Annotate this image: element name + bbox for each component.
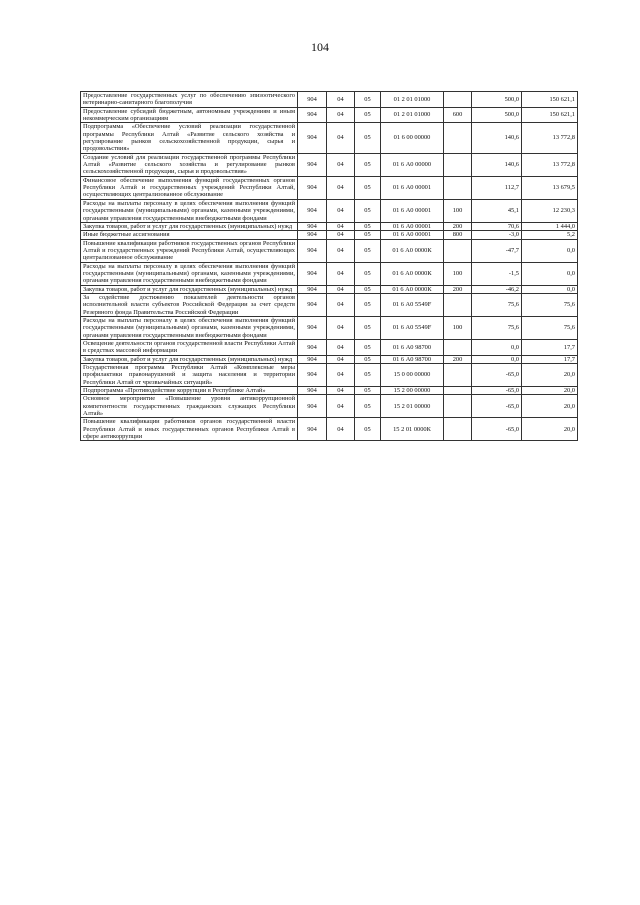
department-code-cell: 904 <box>298 293 327 316</box>
table-row <box>81 92 578 108</box>
row-name-cell: Подпрограмма «Противодействие коррупции в Республике Алтай» <box>81 387 298 395</box>
department-code-cell: 904 <box>298 176 327 199</box>
expense-type-cell: 200 <box>444 355 472 363</box>
total-amount-cell: 20,0 <box>522 387 578 395</box>
total-amount-cell: 17,7 <box>522 355 578 363</box>
subsection-code-cell: 05 <box>355 316 381 339</box>
subsection-code-cell: 05 <box>355 199 381 222</box>
row-name-cell: Основное мероприятие «Повышение уровня антикоррупционной компетентности государственных гражданских служащих Республики Алтай» <box>81 395 298 418</box>
change-amount-cell: -65,0 <box>472 387 522 395</box>
change-amount-cell: 140,6 <box>472 153 522 176</box>
row-name-cell: Повышение квалификации работников органов государственной власти Республики Алтай и иных государственных органов Республики Алтай в сфере антикоррупции <box>81 418 298 441</box>
table-row <box>81 231 578 239</box>
expense-type-cell <box>444 340 472 356</box>
total-amount-cell: 13 772,8 <box>522 153 578 176</box>
table-row <box>81 340 578 356</box>
subsection-code-cell: 05 <box>355 355 381 363</box>
department-code-cell: 904 <box>298 387 327 395</box>
section-code-cell: 04 <box>327 222 355 230</box>
subsection-code-cell: 05 <box>355 387 381 395</box>
target-article-cell: 01 6 А0 5549F <box>381 316 444 339</box>
target-article-cell: 01 6 А0 98700 <box>381 355 444 363</box>
table-row <box>81 262 578 285</box>
expense-type-cell: 200 <box>444 285 472 293</box>
table-row <box>81 199 578 222</box>
section-code-cell: 04 <box>327 239 355 262</box>
target-article-cell: 15 2 01 00000 <box>381 395 444 418</box>
section-code-cell: 04 <box>327 199 355 222</box>
total-amount-cell: 5,2 <box>522 231 578 239</box>
section-code-cell: 04 <box>327 340 355 356</box>
subsection-code-cell: 05 <box>355 262 381 285</box>
section-code-cell: 04 <box>327 107 355 123</box>
target-article-cell: 15 2 00 00000 <box>381 387 444 395</box>
expense-type-cell <box>444 418 472 441</box>
target-article-cell: 01 6 А0 0000К <box>381 285 444 293</box>
section-code-cell: 04 <box>327 395 355 418</box>
target-article-cell: 15 2 01 0000К <box>381 418 444 441</box>
row-name-cell: Повышение квалификации работников государственных органов Республики Алтай и государственных учреждений Республики Алтай, осуществляющих централизованное обслуживание <box>81 239 298 262</box>
total-amount-cell: 20,0 <box>522 395 578 418</box>
table-row <box>81 285 578 293</box>
change-amount-cell: 0,0 <box>472 340 522 356</box>
department-code-cell: 904 <box>298 123 327 153</box>
subsection-code-cell: 05 <box>355 123 381 153</box>
target-article-cell: 01 6 А0 00001 <box>381 231 444 239</box>
change-amount-cell: 140,6 <box>472 123 522 153</box>
row-name-cell: Предоставление государственных услуг по обеспечению эпизоотического ветеринарно-санитарного благополучия <box>81 92 298 108</box>
department-code-cell: 904 <box>298 395 327 418</box>
table-row <box>81 176 578 199</box>
target-article-cell: 01 6 А0 0000К <box>381 262 444 285</box>
change-amount-cell: -47,7 <box>472 239 522 262</box>
department-code-cell: 904 <box>298 239 327 262</box>
subsection-code-cell: 05 <box>355 153 381 176</box>
table-row <box>81 355 578 363</box>
section-code-cell: 04 <box>327 387 355 395</box>
expense-type-cell <box>444 387 472 395</box>
table-row <box>81 395 578 418</box>
subsection-code-cell: 05 <box>355 395 381 418</box>
change-amount-cell: -65,0 <box>472 364 522 387</box>
change-amount-cell: 45,1 <box>472 199 522 222</box>
target-article-cell: 01 6 А0 98700 <box>381 340 444 356</box>
subsection-code-cell: 05 <box>355 176 381 199</box>
expense-type-cell <box>444 92 472 108</box>
target-article-cell: 15 0 00 00000 <box>381 364 444 387</box>
change-amount-cell: 75,6 <box>472 293 522 316</box>
department-code-cell: 904 <box>298 231 327 239</box>
expense-type-cell <box>444 153 472 176</box>
total-amount-cell: 20,0 <box>522 364 578 387</box>
section-code-cell: 04 <box>327 92 355 108</box>
row-name-cell: Финансовое обеспечение выполнения функций государственных органов Республики Алтай и государственных учреждений Республики Алтай, осуществляющих централизованное обслуживание <box>81 176 298 199</box>
subsection-code-cell: 05 <box>355 340 381 356</box>
target-article-cell: 01 6 А0 00001 <box>381 199 444 222</box>
subsection-code-cell: 05 <box>355 231 381 239</box>
expense-type-cell <box>444 239 472 262</box>
change-amount-cell: 500,0 <box>472 92 522 108</box>
total-amount-cell: 13 679,5 <box>522 176 578 199</box>
table-row <box>81 418 578 441</box>
row-name-cell: Расходы на выплаты персоналу в целях обеспечения выполнения функций государственными (муниципальными) органами, казенными учреждениями, органами управления государственными внебюджетными фондами <box>81 262 298 285</box>
total-amount-cell: 75,6 <box>522 316 578 339</box>
department-code-cell: 904 <box>298 285 327 293</box>
expense-type-cell <box>444 293 472 316</box>
change-amount-cell: 70,6 <box>472 222 522 230</box>
total-amount-cell: 0,0 <box>522 239 578 262</box>
table-row <box>81 364 578 387</box>
expense-type-cell <box>444 364 472 387</box>
change-amount-cell: -1,5 <box>472 262 522 285</box>
department-code-cell: 904 <box>298 316 327 339</box>
table-body <box>81 92 578 441</box>
total-amount-cell: 12 230,3 <box>522 199 578 222</box>
section-code-cell: 04 <box>327 364 355 387</box>
expense-type-cell <box>444 395 472 418</box>
subsection-code-cell: 05 <box>355 239 381 262</box>
table-row <box>81 107 578 123</box>
target-article-cell: 01 2 01 01000 <box>381 92 444 108</box>
subsection-code-cell: 05 <box>355 364 381 387</box>
subsection-code-cell: 05 <box>355 107 381 123</box>
target-article-cell: 01 6 А0 0000К <box>381 239 444 262</box>
table-row <box>81 153 578 176</box>
total-amount-cell: 150 621,1 <box>522 92 578 108</box>
subsection-code-cell: 05 <box>355 293 381 316</box>
row-name-cell: Закупка товаров, работ и услуг для государственных (муниципальных) нужд <box>81 222 298 230</box>
target-article-cell: 01 6 А0 00000 <box>381 153 444 176</box>
row-name-cell: За содействие достижению показателей деятельности органов исполнительной власти субъектов Российской Федерации за счет средств Резервного фонда Правительства Российской Федерации <box>81 293 298 316</box>
department-code-cell: 904 <box>298 355 327 363</box>
table-row <box>81 316 578 339</box>
total-amount-cell: 13 772,8 <box>522 123 578 153</box>
change-amount-cell: -65,0 <box>472 395 522 418</box>
change-amount-cell: 500,0 <box>472 107 522 123</box>
department-code-cell: 904 <box>298 107 327 123</box>
department-code-cell: 904 <box>298 222 327 230</box>
row-name-cell: Расходы на выплаты персоналу в целях обеспечения выполнения функций государственными (муниципальными) органами, казенными учреждениями, органами управления государственными внебюджетными фондами <box>81 199 298 222</box>
row-name-cell: Закупка товаров, работ и услуг для государственных (муниципальных) нужд <box>81 355 298 363</box>
expense-type-cell: 100 <box>444 316 472 339</box>
total-amount-cell: 150 621,1 <box>522 107 578 123</box>
section-code-cell: 04 <box>327 285 355 293</box>
section-code-cell: 04 <box>327 262 355 285</box>
table-row <box>81 387 578 395</box>
expense-type-cell: 100 <box>444 199 472 222</box>
row-name-cell: Подпрограмма «Обеспечение условий реализации государственной программы Республики Алтай «Развитие сельского хозяйства и регулирование рынков сельскохозяйственной продукции, сырья и продовольствия» <box>81 123 298 153</box>
target-article-cell: 01 6 00 00000 <box>381 123 444 153</box>
row-name-cell: Государственная программа Республики Алтай «Комплексные меры профилактики правонарушений и защита населения и территории Республики Алтай от чрезвычайных ситуаций» <box>81 364 298 387</box>
row-name-cell: Предоставление субсидий бюджетным, автономным учреждениям и иным некоммерческим организациям <box>81 107 298 123</box>
expense-type-cell: 600 <box>444 107 472 123</box>
department-code-cell: 904 <box>298 340 327 356</box>
table-row <box>81 293 578 316</box>
change-amount-cell: 75,6 <box>472 316 522 339</box>
row-name-cell: Освещение деятельности органов государственной власти Республики Алтай в средствах массовой информации <box>81 340 298 356</box>
target-article-cell: 01 6 А0 5549F <box>381 293 444 316</box>
change-amount-cell: -65,0 <box>472 418 522 441</box>
department-code-cell: 904 <box>298 92 327 108</box>
expense-type-cell <box>444 123 472 153</box>
section-code-cell: 04 <box>327 355 355 363</box>
expense-type-cell: 200 <box>444 222 472 230</box>
department-code-cell: 904 <box>298 153 327 176</box>
department-code-cell: 904 <box>298 418 327 441</box>
total-amount-cell: 0,0 <box>522 262 578 285</box>
target-article-cell: 01 6 А0 00001 <box>381 176 444 199</box>
total-amount-cell: 1 444,0 <box>522 222 578 230</box>
total-amount-cell: 20,0 <box>522 418 578 441</box>
row-name-cell: Расходы на выплаты персоналу в целях обеспечения выполнения функций государственными (муниципальными) органами, казенными учреждениями, органами управления государственными внебюджетными фондами <box>81 316 298 339</box>
target-article-cell: 01 2 01 01000 <box>381 107 444 123</box>
row-name-cell: Иные бюджетные ассигнования <box>81 231 298 239</box>
row-name-cell: Создание условий для реализации государственной программы Республики Алтай «Развитие сельского хозяйства и регулирование рынков сельскохозяйственной продукции, сырья и продовольствия» <box>81 153 298 176</box>
total-amount-cell: 0,0 <box>522 285 578 293</box>
change-amount-cell: -3,0 <box>472 231 522 239</box>
subsection-code-cell: 05 <box>355 285 381 293</box>
change-amount-cell: 112,7 <box>472 176 522 199</box>
change-amount-cell: -46,2 <box>472 285 522 293</box>
section-code-cell: 04 <box>327 231 355 239</box>
row-name-cell: Закупка товаров, работ и услуг для государственных (муниципальных) нужд <box>81 285 298 293</box>
table-row <box>81 123 578 153</box>
expense-type-cell <box>444 176 472 199</box>
department-code-cell: 904 <box>298 364 327 387</box>
page-number: 104 <box>311 40 329 54</box>
department-code-cell: 904 <box>298 262 327 285</box>
section-code-cell: 04 <box>327 418 355 441</box>
table-row <box>81 239 578 262</box>
section-code-cell: 04 <box>327 153 355 176</box>
expense-type-cell: 800 <box>444 231 472 239</box>
total-amount-cell: 17,7 <box>522 340 578 356</box>
subsection-code-cell: 05 <box>355 222 381 230</box>
section-code-cell: 04 <box>327 293 355 316</box>
table-row <box>81 222 578 230</box>
total-amount-cell: 75,6 <box>522 293 578 316</box>
budget-table <box>80 91 578 441</box>
change-amount-cell: 0,0 <box>472 355 522 363</box>
section-code-cell: 04 <box>327 316 355 339</box>
target-article-cell: 01 6 А0 00001 <box>381 222 444 230</box>
expense-type-cell: 100 <box>444 262 472 285</box>
section-code-cell: 04 <box>327 123 355 153</box>
section-code-cell: 04 <box>327 176 355 199</box>
subsection-code-cell: 05 <box>355 418 381 441</box>
department-code-cell: 904 <box>298 199 327 222</box>
subsection-code-cell: 05 <box>355 92 381 108</box>
